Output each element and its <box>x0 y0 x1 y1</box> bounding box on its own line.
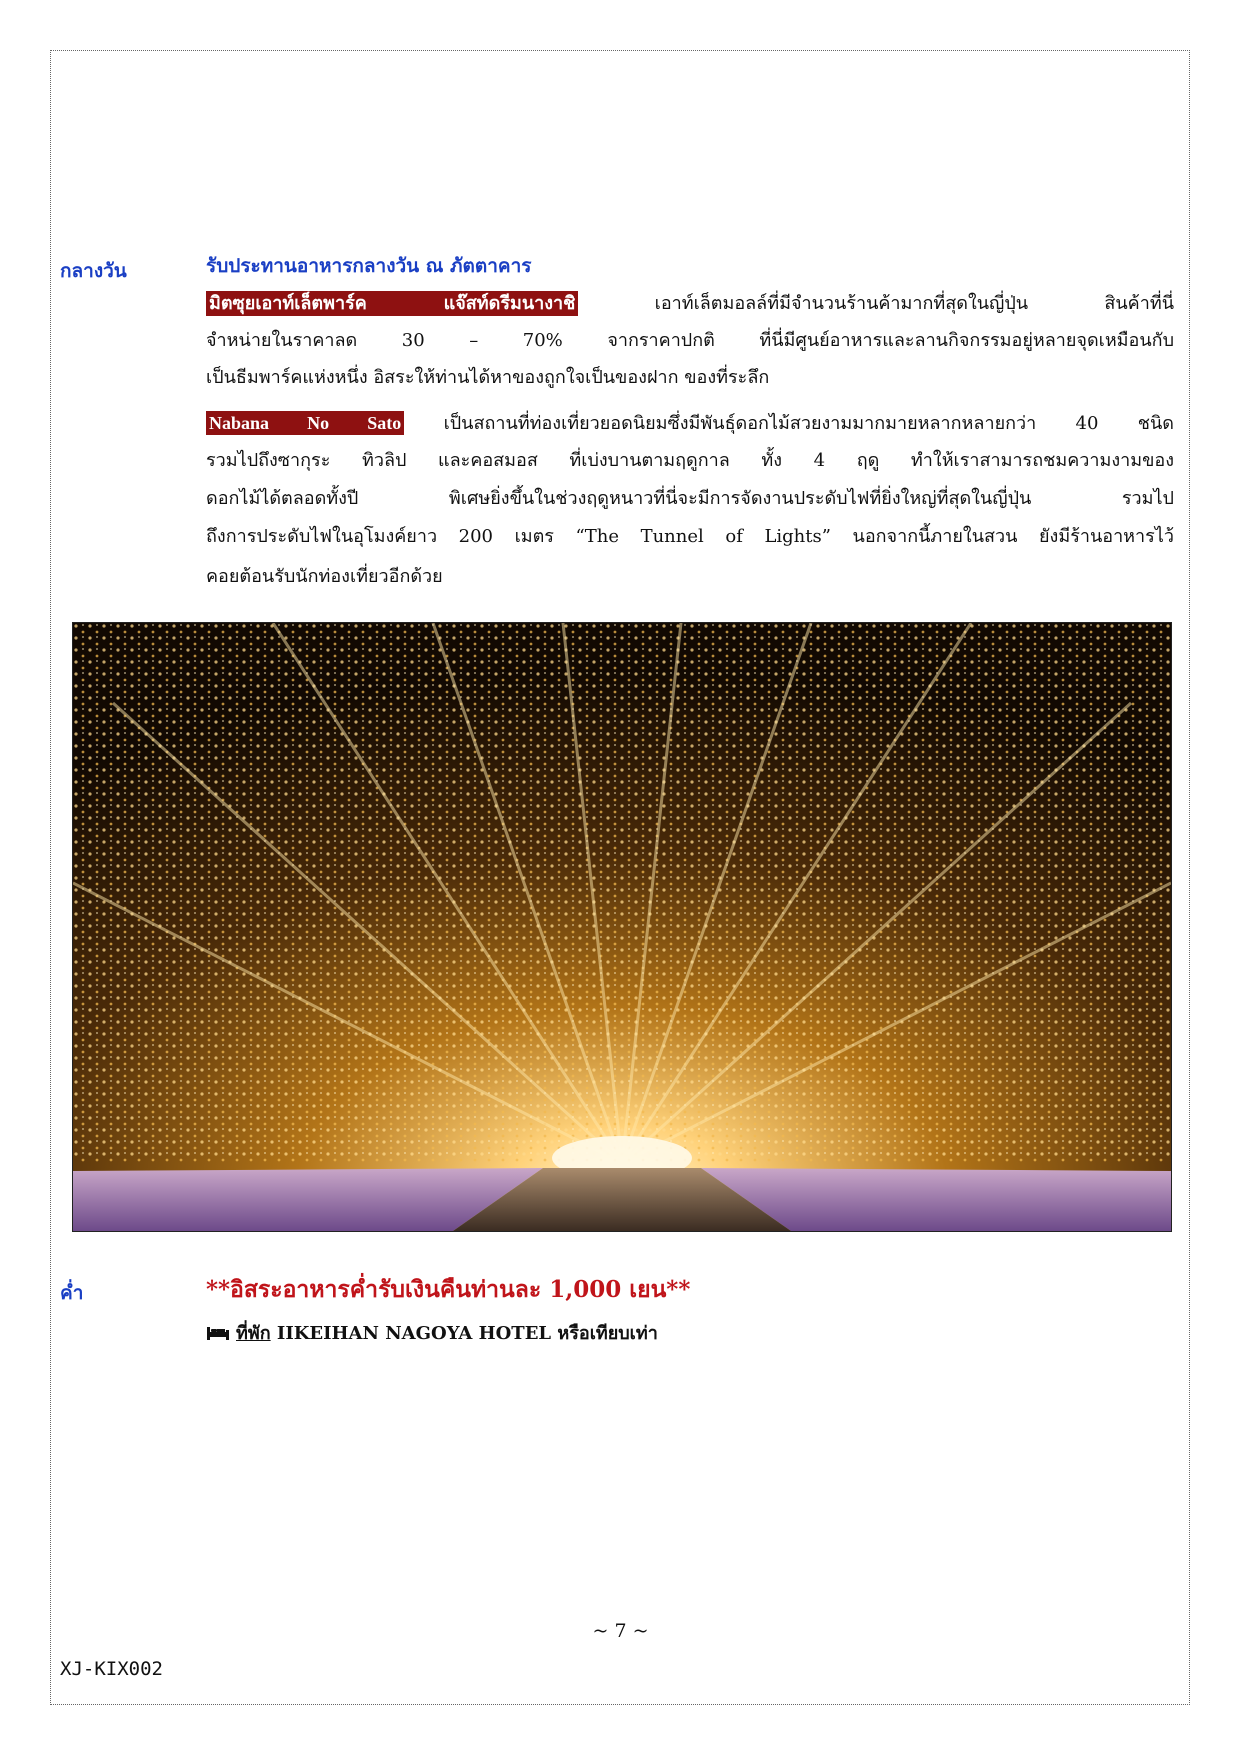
nabana-line-5: คอยต้อนรับนักท่องเที่ยวอีกด้วย <box>206 566 443 587</box>
nabana-line-1-text: เป็นสถานที่ท่องเที่ยวยอดนิยมซึ่งมีพันธุ์ดอกไม้สวยงามมากมายหลากหลายกว่า 40 ชนิด <box>404 413 1174 434</box>
mitsui-line-1 <box>206 289 1174 319</box>
document-code: XJ-KIX002 <box>60 1658 163 1680</box>
mitsui-line-1-text: เอาท์เล็ตมอลล์ที่มีจำนวนร้านค้ามากที่สุดในญี่ปุ่น สินค้าที่นี่ <box>578 293 1175 314</box>
bed-icon <box>206 1324 230 1342</box>
tunnel-of-lights-image <box>73 623 1171 1231</box>
mitsui-line-3: เป็นธีมพาร์คแห่งหนึ่ง อิสระให้ท่านได้หาของถูกใจเป็นของฝาก ของที่ระลึก <box>206 367 770 388</box>
nabana-line-1 <box>206 408 1174 439</box>
dinner-note: **อิสระอาหารค่ำรับเงินคืนท่านละ 1,000 เยน** <box>206 1276 691 1303</box>
page-number: ~ 7 ~ <box>592 1620 649 1642</box>
lunch-time-label: กลางวัน <box>60 260 127 282</box>
hotel-line <box>206 1318 658 1347</box>
tunnel-of-lights-photo <box>72 622 1172 1232</box>
mitsui-line-2: จำหน่ายในราคาลด 30 – 70% จากราคาปกติ ที่นี่มีศูนย์อาหารและลานกิจกรรมอยู่หลายจุดเหมือนกับ <box>206 330 1174 351</box>
nabana-line-3: ดอกไม้ได้ตลอดทั้งปี พิเศษยิ่งขึ้นในช่วงฤดูหนาวที่นี่จะมีการจัดงานประดับไฟที่ยิ่งใหญ่ที่สุดในญี่ปุ่น รวมไป <box>206 488 1174 509</box>
nabana-line-4: ถึงการประดับไฟในอุโมงค์ยาว 200 เมตร “The Tunnel of Lights” นอกจากนี้ภายในสวน ยังมีร้านอาหารไว้ <box>206 526 1174 547</box>
nabana-name-highlight: Nabana No Sato <box>206 411 404 435</box>
mitsui-name-highlight: มิตซุยเอาท์เล็ตพาร์ค แจ๊สท์ดรีมนางาชิ <box>206 291 578 316</box>
lunch-title <box>206 251 1174 282</box>
dinner-time-label: ค่ำ <box>60 1282 84 1304</box>
hotel-label: ที่พัก <box>236 1323 271 1344</box>
hotel-name: IIKEIHAN NAGOYA HOTEL หรือเทียบเท่า <box>270 1323 658 1344</box>
lunch-title-text: รับประทานอาหารกลางวัน ณ ภัตตาคาร <box>206 255 532 277</box>
nabana-line-2: รวมไปถึงซากุระ ทิวลิป และคอสมอส ที่เบ่งบานตามฤดูกาล ทั้ง 4 ฤดู ทำให้เราสามารถชมความงามของ <box>206 450 1174 471</box>
